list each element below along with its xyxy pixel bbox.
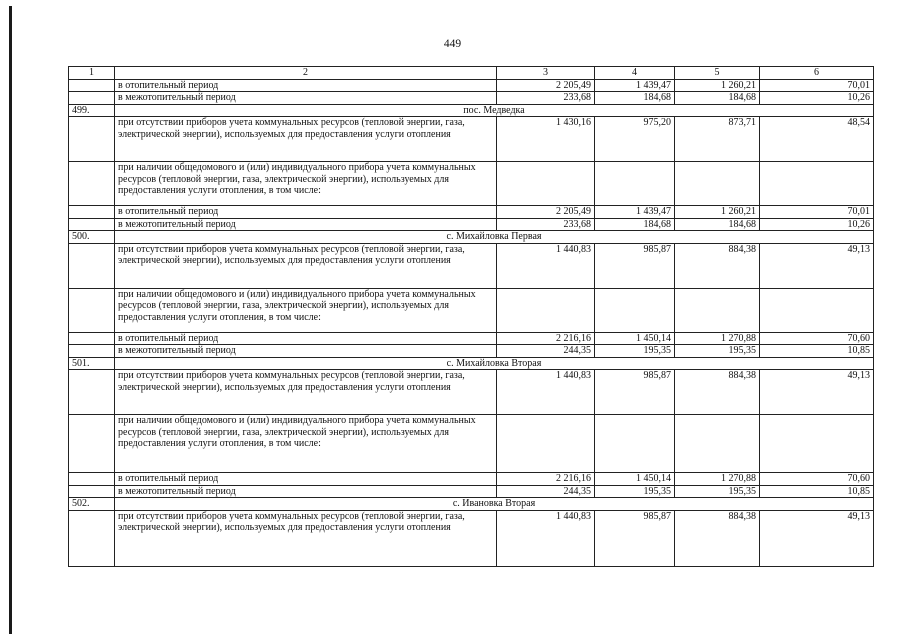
table-row <box>69 243 874 288</box>
value-cell <box>595 162 675 206</box>
value-cell <box>760 288 874 332</box>
value-cell: 48,54 <box>760 117 874 162</box>
table-row <box>69 206 874 219</box>
label-cell: в межотопительный период <box>115 345 497 358</box>
section-number: 500. <box>69 231 115 244</box>
table-row <box>69 345 874 358</box>
label-cell: в отопительный период <box>115 473 497 486</box>
value-cell: 184,68 <box>595 218 675 231</box>
section-title: с. Михайловка Первая <box>115 231 874 244</box>
value-cell: 1 270,88 <box>675 332 760 345</box>
value-cell: 195,35 <box>675 485 760 498</box>
value-cell: 70,60 <box>760 473 874 486</box>
label-cell: при отсутствии приборов учета коммунальных ресурсов (тепловой энергии, газа, электрической энергии), используемых для предоставления услуги отопления <box>115 243 497 288</box>
index-cell <box>69 218 115 231</box>
section-row <box>69 104 874 117</box>
header-cell: 4 <box>595 67 675 80</box>
index-cell <box>69 288 115 332</box>
label-cell: в межотопительный период <box>115 92 497 105</box>
section-number: 499. <box>69 104 115 117</box>
value-cell: 10,26 <box>760 218 874 231</box>
value-cell: 10,26 <box>760 92 874 105</box>
value-cell <box>595 415 675 473</box>
index-cell <box>69 206 115 219</box>
value-cell: 985,87 <box>595 243 675 288</box>
section-row <box>69 357 874 370</box>
value-cell: 1 439,47 <box>595 79 675 92</box>
label-cell: в отопительный период <box>115 206 497 219</box>
table-row <box>69 79 874 92</box>
value-cell: 985,87 <box>595 510 675 566</box>
scan-edge-line <box>9 6 12 634</box>
label-cell: в межотопительный период <box>115 485 497 498</box>
value-cell <box>760 162 874 206</box>
page-number: 449 <box>443 38 462 50</box>
value-cell: 1 430,16 <box>497 117 595 162</box>
value-cell: 233,68 <box>497 218 595 231</box>
table-row <box>69 117 874 162</box>
table-row <box>69 510 874 566</box>
value-cell: 1 440,83 <box>497 510 595 566</box>
value-cell: 233,68 <box>497 92 595 105</box>
tariff-table <box>68 66 874 567</box>
index-cell <box>69 485 115 498</box>
value-cell: 10,85 <box>760 485 874 498</box>
section-row <box>69 231 874 244</box>
value-cell <box>595 288 675 332</box>
section-title: с. Михайловка Вторая <box>115 357 874 370</box>
section-number: 501. <box>69 357 115 370</box>
value-cell: 1 450,14 <box>595 473 675 486</box>
value-cell: 244,35 <box>497 485 595 498</box>
label-cell: при отсутствии приборов учета коммунальных ресурсов (тепловой энергии, газа, электрической энергии), используемых для предоставления услуги отопления <box>115 117 497 162</box>
index-cell <box>69 473 115 486</box>
header-cell: 6 <box>760 67 874 80</box>
value-cell: 184,68 <box>675 218 760 231</box>
label-cell: при наличии общедомового и (или) индивидуального прибора учета коммунальных ресурсов (тепловой энергии, газа, электрической энергии), используемых для предоставления услуги отопления, в том числе: <box>115 288 497 332</box>
value-cell: 1 440,83 <box>497 243 595 288</box>
value-cell <box>497 415 595 473</box>
index-cell <box>69 79 115 92</box>
table-row <box>69 162 874 206</box>
table-row <box>69 218 874 231</box>
value-cell: 49,13 <box>760 370 874 415</box>
section-number: 502. <box>69 498 115 511</box>
label-cell: при наличии общедомового и (или) индивидуального прибора учета коммунальных ресурсов (тепловой энергии, газа, электрической энергии), используемых для предоставления услуги отопления, в том числе: <box>115 162 497 206</box>
value-cell <box>760 415 874 473</box>
table-row <box>69 370 874 415</box>
value-cell: 244,35 <box>497 345 595 358</box>
index-cell <box>69 92 115 105</box>
index-cell <box>69 332 115 345</box>
value-cell: 2 205,49 <box>497 206 595 219</box>
value-cell: 70,60 <box>760 332 874 345</box>
value-cell: 1 450,14 <box>595 332 675 345</box>
value-cell: 1 439,47 <box>595 206 675 219</box>
value-cell: 884,38 <box>675 510 760 566</box>
index-cell <box>69 162 115 206</box>
header-cell: 1 <box>69 67 115 80</box>
value-cell: 985,87 <box>595 370 675 415</box>
value-cell: 2 216,16 <box>497 332 595 345</box>
label-cell: при отсутствии приборов учета коммунальных ресурсов (тепловой энергии, газа, электрической энергии), используемых для предоставления услуги отопления <box>115 510 497 566</box>
table-row <box>69 332 874 345</box>
section-title: с. Ивановка Вторая <box>115 498 874 511</box>
header-cell: 5 <box>675 67 760 80</box>
section-row <box>69 498 874 511</box>
value-cell: 10,85 <box>760 345 874 358</box>
label-cell: в отопительный период <box>115 79 497 92</box>
value-cell: 49,13 <box>760 510 874 566</box>
index-cell <box>69 510 115 566</box>
value-cell: 195,35 <box>675 345 760 358</box>
value-cell: 70,01 <box>760 79 874 92</box>
header-cell: 2 <box>115 67 497 80</box>
value-cell: 975,20 <box>595 117 675 162</box>
value-cell: 49,13 <box>760 243 874 288</box>
value-cell: 1 440,83 <box>497 370 595 415</box>
value-cell: 184,68 <box>595 92 675 105</box>
value-cell <box>497 162 595 206</box>
value-cell: 2 216,16 <box>497 473 595 486</box>
value-cell: 70,01 <box>760 206 874 219</box>
index-cell <box>69 345 115 358</box>
label-cell: при отсутствии приборов учета коммунальных ресурсов (тепловой энергии, газа, электрической энергии), используемых для предоставления услуги отопления <box>115 370 497 415</box>
index-cell <box>69 243 115 288</box>
table-row <box>69 92 874 105</box>
value-cell: 884,38 <box>675 370 760 415</box>
value-cell: 195,35 <box>595 485 675 498</box>
table-row <box>69 288 874 332</box>
section-title: пос. Медведка <box>115 104 874 117</box>
value-cell: 2 205,49 <box>497 79 595 92</box>
value-cell: 1 270,88 <box>675 473 760 486</box>
value-cell: 195,35 <box>595 345 675 358</box>
header-row <box>69 67 874 80</box>
table-row <box>69 473 874 486</box>
value-cell <box>675 162 760 206</box>
value-cell <box>675 288 760 332</box>
label-cell: в отопительный период <box>115 332 497 345</box>
value-cell <box>497 288 595 332</box>
value-cell <box>675 415 760 473</box>
value-cell: 1 260,21 <box>675 79 760 92</box>
index-cell <box>69 117 115 162</box>
table-row <box>69 415 874 473</box>
value-cell: 1 260,21 <box>675 206 760 219</box>
index-cell <box>69 415 115 473</box>
label-cell: в межотопительный период <box>115 218 497 231</box>
header-cell: 3 <box>497 67 595 80</box>
label-cell: при наличии общедомового и (или) индивидуального прибора учета коммунальных ресурсов (тепловой энергии, газа, электрической энергии), используемых для предоставления услуги отопления, в том числе: <box>115 415 497 473</box>
table-row <box>69 485 874 498</box>
index-cell <box>69 370 115 415</box>
value-cell: 884,38 <box>675 243 760 288</box>
value-cell: 184,68 <box>675 92 760 105</box>
value-cell: 873,71 <box>675 117 760 162</box>
